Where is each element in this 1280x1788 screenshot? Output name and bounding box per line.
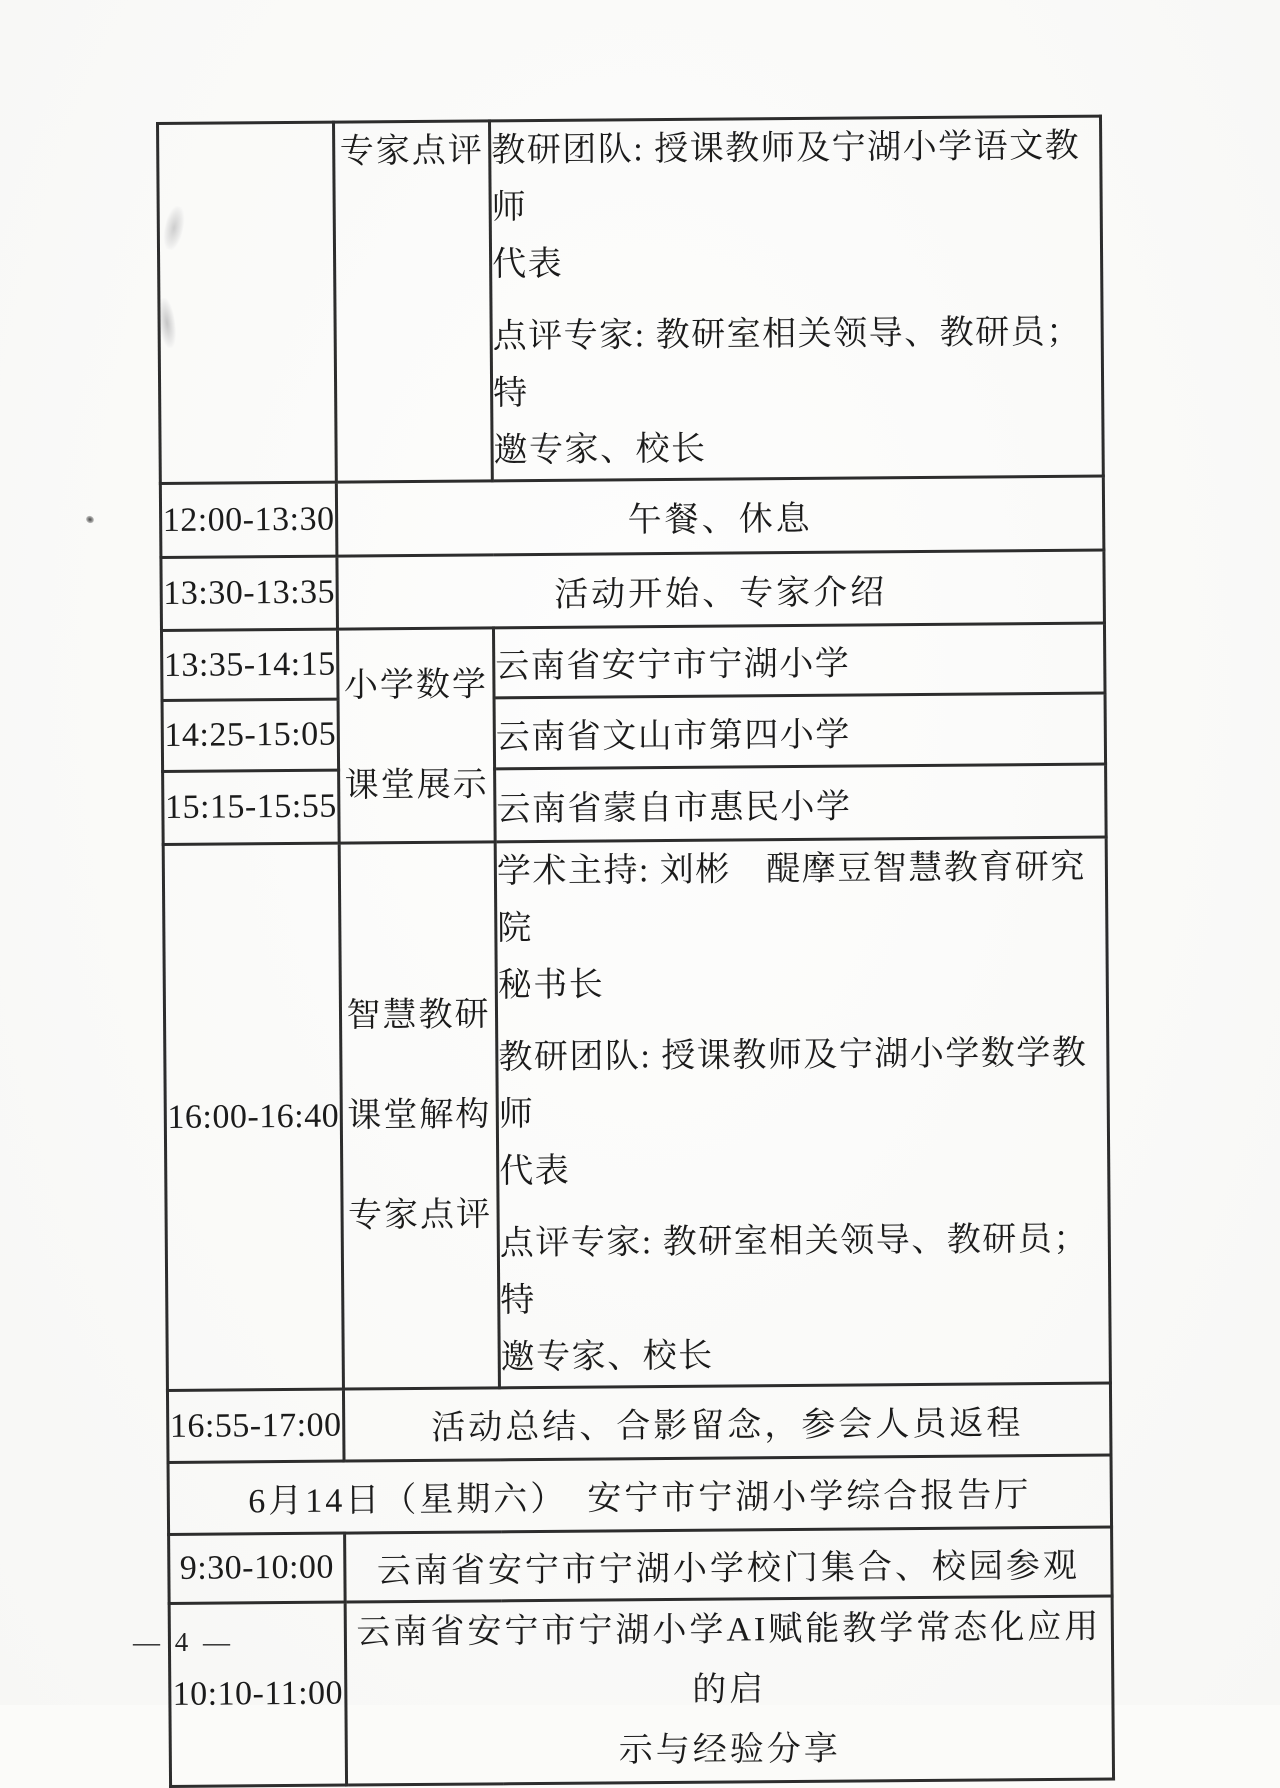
detail-line: 点评专家: 教研室相关领导、教研员；特: [492, 313, 1082, 413]
school-cell: 云南省蒙自市惠民小学: [495, 764, 1107, 842]
detail-line: 邀专家、校长: [493, 430, 707, 470]
school-cell: 云南省安宁市宁湖小学: [493, 623, 1105, 698]
time-cell: 14:25-15:05: [162, 699, 339, 771]
table-row: [160, 476, 1104, 557]
table-row: [161, 550, 1105, 630]
session-line: 小学数学: [343, 665, 489, 705]
schedule-table: [156, 115, 1115, 1788]
table-row: [163, 764, 1107, 844]
activity-line: 云南省安宁市宁湖小学AI赋能教学常态化应用的启: [356, 1608, 1102, 1709]
table-row: [167, 1383, 1111, 1462]
time-cell: 13:35-14:15: [161, 629, 338, 700]
activity-cell: 云南省安宁市宁湖小学校门集合、校园参观: [345, 1527, 1113, 1602]
details-cell: [495, 837, 1110, 1388]
detail-line: 教研团队: 授课教师及宁湖小学语文教师: [491, 127, 1081, 227]
time-cell-empty: [158, 122, 337, 483]
time-cell: 13:30-13:35: [161, 556, 338, 630]
table-row: [169, 1596, 1113, 1786]
table-row: [161, 623, 1105, 700]
activity-cell: [345, 1596, 1113, 1785]
session-line: 课堂展示: [344, 765, 489, 805]
detail-line: 代表: [491, 245, 564, 284]
table-row: [163, 837, 1110, 1390]
school-cell: 云南省文山市第四小学: [494, 693, 1106, 769]
details-cell: [490, 116, 1104, 481]
page-number: — 4 —: [133, 1627, 234, 1657]
detail-line: 点评专家: 教研室相关领导、教研员；特: [499, 1220, 1089, 1320]
table-row: [162, 693, 1106, 771]
table-row: [158, 116, 1104, 483]
session-label: 专家点评: [339, 132, 484, 171]
session-cell: [339, 842, 499, 1389]
time-cell: 16:00-16:40: [163, 843, 343, 1390]
session-cell: [334, 121, 493, 482]
date-header-cell: 6月14日（星期六） 安宁市宁湖小学综合报告厅: [168, 1455, 1112, 1534]
time-cell: 16:55-17:00: [167, 1389, 344, 1462]
detail-line: 教研团队: 授课教师及宁湖小学数学教师: [498, 1034, 1088, 1134]
session-line: 智慧教研: [346, 995, 491, 1035]
time-cell: 10:10-11:00: [169, 1602, 346, 1786]
time-cell: 9:30-10:00: [169, 1533, 346, 1603]
activity-line: 示与经验分享: [618, 1730, 841, 1770]
detail-line: 秘书长: [497, 966, 605, 1005]
session-line: 课堂解构: [347, 1095, 492, 1135]
session-line: 专家点评: [347, 1195, 493, 1235]
activity-cell: 午餐、休息: [336, 476, 1104, 556]
scan-smudge: [85, 514, 95, 524]
activity-cell: 活动总结、合影留念，参会人员返程: [343, 1383, 1111, 1461]
time-cell: 15:15-15:55: [163, 770, 340, 844]
table-row: [168, 1455, 1112, 1534]
detail-line: 学术主持: 刘彬 醍摩豆智慧教育研究院: [496, 848, 1086, 948]
merged-session-cell: [337, 628, 495, 843]
detail-line: 邀专家、校长: [500, 1337, 714, 1377]
detail-line: 代表: [499, 1152, 571, 1191]
time-cell: 12:00-13:30: [160, 482, 337, 557]
activity-cell: 活动开始、专家介绍: [337, 550, 1105, 629]
table-row: [169, 1527, 1113, 1603]
